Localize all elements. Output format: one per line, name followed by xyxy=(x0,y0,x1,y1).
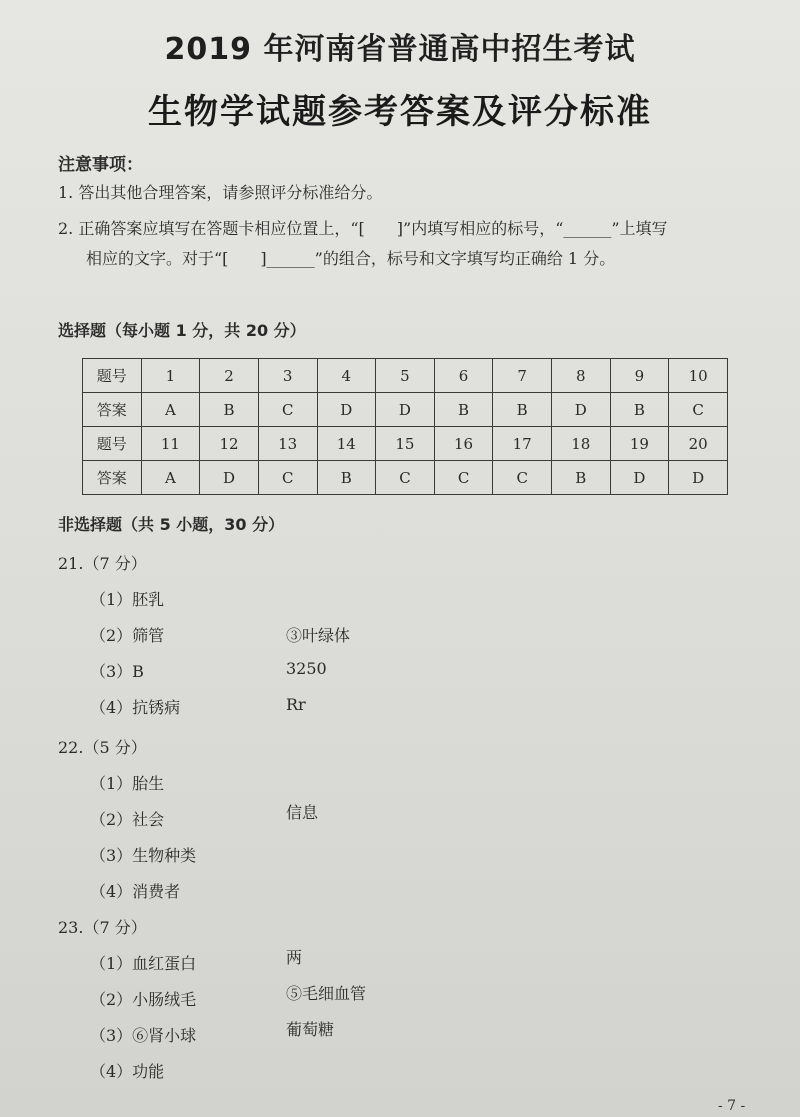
question-number: 17 xyxy=(493,427,552,461)
answer-cell: C xyxy=(434,461,493,495)
answer-cell: D xyxy=(610,461,669,495)
question-number: 7 xyxy=(493,359,552,393)
table-row xyxy=(83,393,728,427)
answer-cell: D xyxy=(317,393,376,427)
answer-cell: C xyxy=(258,461,317,495)
answer-21-2: （2）筛管 xyxy=(90,626,165,645)
answer-cell: C xyxy=(376,461,435,495)
row-label-answer: 答案 xyxy=(83,393,142,427)
answer-cell: B xyxy=(552,461,611,495)
answer-cell: D xyxy=(669,461,728,495)
question-number: 3 xyxy=(258,359,317,393)
answer-21-2-extra: ③叶绿体 xyxy=(286,626,351,645)
answer-23-3: （3）⑥肾小球 xyxy=(90,1026,197,1045)
question-number: 13 xyxy=(258,427,317,461)
page-number: - 7 - xyxy=(718,1098,746,1114)
note-item-1: 1. 答出其他合理答案，请参照评分标准给分。 xyxy=(58,183,383,202)
answer-21-4-extra: Rr xyxy=(286,695,306,714)
question-21-heading: 21.（7 分） xyxy=(58,554,147,573)
answer-cell: C xyxy=(493,461,552,495)
question-number: 18 xyxy=(552,427,611,461)
answer-cell: B xyxy=(200,393,259,427)
answer-22-1: （1）胎生 xyxy=(90,774,165,793)
table-row xyxy=(83,359,728,393)
question-number: 12 xyxy=(200,427,259,461)
question-22-heading: 22.（5 分） xyxy=(58,738,147,757)
question-number: 6 xyxy=(434,359,493,393)
answer-23-4: （4）功能 xyxy=(90,1062,165,1081)
answer-cell: A xyxy=(141,461,200,495)
question-23-heading: 23.（7 分） xyxy=(58,918,147,937)
answer-cell: C xyxy=(669,393,728,427)
answer-cell: B xyxy=(610,393,669,427)
answer-22-2-extra: 信息 xyxy=(286,803,319,822)
answer-23-2-extra: ⑤毛细血管 xyxy=(286,984,367,1003)
answer-cell: B xyxy=(434,393,493,427)
answer-21-4: （4）抗锈病 xyxy=(90,698,181,717)
question-number: 9 xyxy=(610,359,669,393)
table-row xyxy=(83,427,728,461)
answer-23-1: （1）血红蛋白 xyxy=(90,954,197,973)
answer-cell: D xyxy=(200,461,259,495)
answer-21-1: （1）胚乳 xyxy=(90,590,165,609)
answer-cell: B xyxy=(493,393,552,427)
note-item-2: 2. 正确答案应填写在答题卡相应位置上，“[ ]”内填写相应的标号，“______”上填写 xyxy=(58,219,668,238)
answer-23-2: （2）小肠绒毛 xyxy=(90,990,197,1009)
answer-22-4: （4）消费者 xyxy=(90,882,181,901)
page-title: 2019 年河南省普通高中招生考试 xyxy=(164,32,636,67)
answer-cell: D xyxy=(376,393,435,427)
answer-22-2: （2）社会 xyxy=(90,810,165,829)
nonchoice-section-heading: 非选择题（共 5 小题，30 分） xyxy=(58,515,285,534)
question-number: 8 xyxy=(552,359,611,393)
answer-cell: A xyxy=(141,393,200,427)
answer-cell: B xyxy=(317,461,376,495)
question-number: 11 xyxy=(141,427,200,461)
question-number: 10 xyxy=(669,359,728,393)
answer-cell: C xyxy=(258,393,317,427)
question-number: 15 xyxy=(376,427,435,461)
question-number: 2 xyxy=(200,359,259,393)
question-number: 5 xyxy=(376,359,435,393)
choice-answer-table xyxy=(82,358,728,495)
answer-21-3-extra: 3250 xyxy=(286,659,327,678)
question-number: 16 xyxy=(434,427,493,461)
page-subtitle: 生物学试题参考答案及评分标准 xyxy=(148,92,652,132)
answer-23-1-extra: 两 xyxy=(286,948,303,967)
note-item-2-continued: 相应的文字。对于“[ ]______”的组合，标号和文字填写均正确给 1 分。 xyxy=(86,249,616,268)
question-number: 1 xyxy=(141,359,200,393)
answer-cell: D xyxy=(552,393,611,427)
row-label-answer: 答案 xyxy=(83,461,142,495)
question-number: 19 xyxy=(610,427,669,461)
question-number: 14 xyxy=(317,427,376,461)
answer-21-3: （3）B xyxy=(90,662,144,681)
row-label-number: 题号 xyxy=(83,427,142,461)
choice-section-heading: 选择题（每小题 1 分，共 20 分） xyxy=(58,321,306,340)
question-number: 4 xyxy=(317,359,376,393)
question-number: 20 xyxy=(669,427,728,461)
row-label-number: 题号 xyxy=(83,359,142,393)
answer-22-3: （3）生物种类 xyxy=(90,846,197,865)
notes-heading: 注意事项： xyxy=(58,155,143,175)
answer-23-3-extra: 葡萄糖 xyxy=(286,1020,335,1039)
table-row xyxy=(83,461,728,495)
